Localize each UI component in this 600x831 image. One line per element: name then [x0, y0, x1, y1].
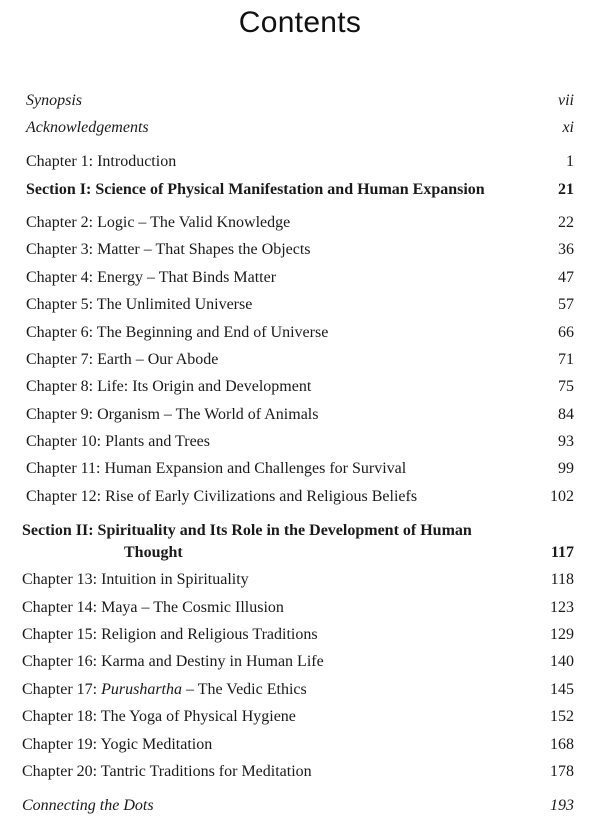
toc-entry-label: Chapter 18: The Yoga of Physical Hygiene	[22, 708, 296, 725]
toc-entry-label: Chapter 10: Plants and Trees	[26, 433, 210, 450]
toc-entry-page: 129	[550, 626, 574, 643]
toc-entry-page: 1	[566, 153, 574, 170]
toc-entry-label: Chapter 20: Tantric Traditions for Meditation	[22, 763, 312, 780]
toc-entry-page: 75	[558, 378, 574, 395]
toc-entry-label-prefix: Chapter 17:	[22, 681, 102, 698]
toc-entry-label: Synopsis	[26, 92, 82, 109]
toc-entry-label: Chapter 14: Maya – The Cosmic Illusion	[22, 599, 284, 616]
toc-entry-label: Acknowledgements	[26, 119, 149, 136]
toc-entry-label: Chapter 8: Life: Its Origin and Development	[26, 378, 312, 395]
toc-entry-page: 152	[550, 708, 574, 725]
toc-entry-page: vii	[558, 92, 574, 109]
toc-entry-label: Chapter 12: Rise of Early Civilizations and Religious Beliefs	[26, 488, 418, 505]
toc-entry-label: Chapter 1: Introduction	[26, 153, 177, 170]
toc-entry-page: xi	[562, 119, 574, 136]
toc-section-label-line1: Section II: Spirituality and Its Role in the Development of Human	[22, 522, 472, 539]
toc-entry-page: 145	[550, 681, 574, 698]
toc-entry-label: Chapter 5: The Unlimited Universe	[26, 296, 253, 313]
toc-entry-label: Chapter 6: The Beginning and End of Universe	[26, 324, 329, 341]
toc-entry-page: 123	[550, 599, 574, 616]
toc-entry-page: 93	[558, 433, 574, 450]
toc-entry-page: 57	[558, 296, 574, 313]
toc-entry-label: Chapter 9: Organism – The World of Animals	[26, 406, 319, 423]
toc-entry-page: 99	[558, 460, 574, 477]
toc-entry-page: 84	[558, 406, 574, 423]
toc-entry-page: 102	[550, 488, 574, 505]
toc-entry-page: 71	[558, 351, 574, 368]
toc-entry-label-italic: Purushartha	[101, 681, 182, 698]
toc-entry-label: Chapter 13: Intuition in Spirituality	[22, 571, 249, 588]
toc-entry-label: Chapter 4: Energy – That Binds Matter	[26, 269, 277, 286]
toc-entry-page: 140	[550, 653, 574, 670]
toc-entry-label: Connecting the Dots	[22, 797, 154, 814]
toc-entry-page: 22	[558, 214, 574, 231]
toc-section-page: 21	[558, 181, 574, 198]
page-title: Contents	[238, 6, 362, 39]
toc-section-label-line2: Thought	[124, 544, 183, 561]
toc-entry-page: 36	[558, 241, 574, 258]
toc-entry-page: 66	[558, 324, 574, 341]
toc-section-label: Section I: Science of Physical Manifestation and Human Expansion	[26, 181, 485, 198]
toc-entry-label-suffix: – The Vedic Ethics	[182, 681, 307, 698]
toc-entry-label: Chapter 3: Matter – That Shapes the Objects	[26, 241, 311, 258]
toc-entry-label: Chapter 19: Yogic Meditation	[22, 736, 213, 753]
toc-entry-label: Chapter 11: Human Expansion and Challenges for Survival	[26, 460, 407, 477]
toc-entry-label: Chapter 7: Earth – Our Abode	[26, 351, 219, 368]
toc-entry-page: 118	[550, 571, 574, 588]
toc-entry-label: Chapter 2: Logic – The Valid Knowledge	[26, 214, 291, 231]
toc-entry-page: 178	[550, 763, 574, 780]
toc-entry-label	[22, 681, 307, 699]
toc-entry-label: Chapter 15: Religion and Religious Traditions	[22, 626, 318, 643]
toc-section-page: 117	[550, 544, 574, 561]
toc-entry-page: 168	[550, 736, 574, 753]
toc-entry-page: 47	[558, 269, 574, 286]
toc-entry-label: Chapter 16: Karma and Destiny in Human Life	[22, 653, 324, 670]
toc-entry-page: 193	[550, 797, 574, 814]
